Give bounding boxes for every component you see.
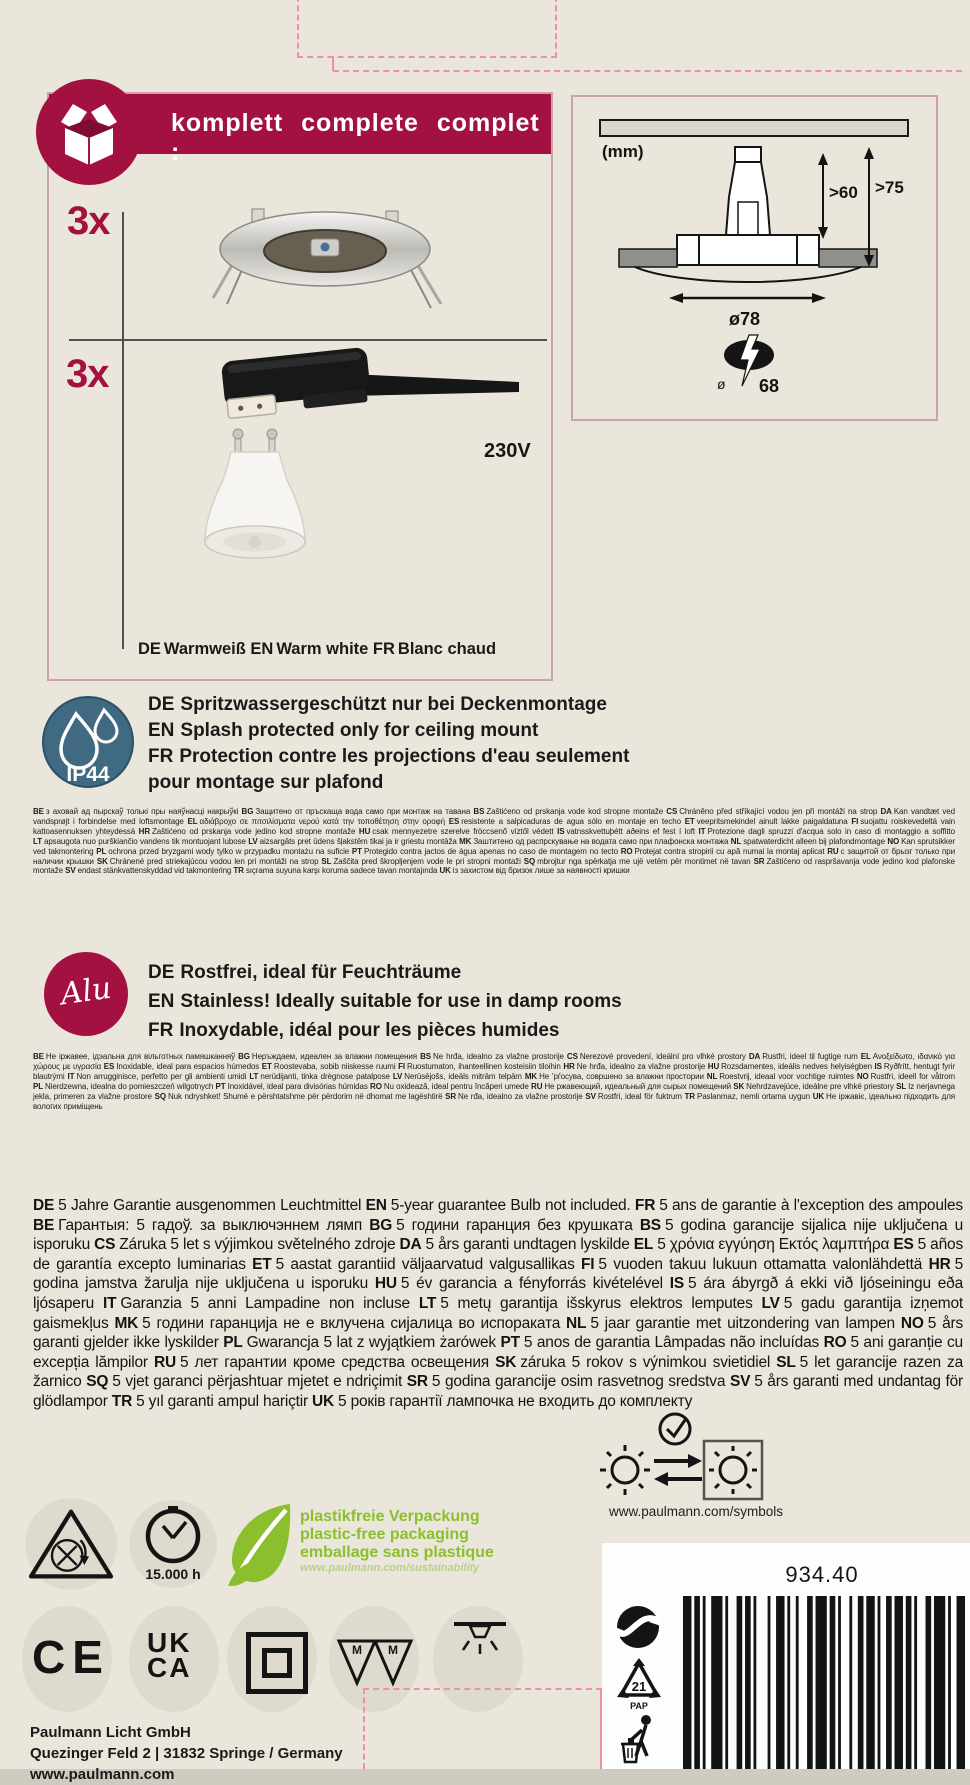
- ip44-badge: [40, 694, 136, 790]
- gu10-socket-image: [209, 344, 525, 430]
- recycling-pap-icon: [616, 1658, 662, 1712]
- carton-box-icon: [49, 92, 129, 172]
- depth-dim: >60: [829, 183, 858, 202]
- ukca-top: UK: [147, 1627, 192, 1658]
- company-name: Paulmann Licht GmbH: [30, 1724, 191, 1741]
- divider-horizontal: [69, 339, 547, 341]
- ce-mark: CE: [32, 1631, 110, 1683]
- barcode-panel: [602, 1543, 970, 1769]
- footer-address-block: [30, 1722, 510, 1785]
- mm-flammable-surface-icon: [336, 1638, 414, 1686]
- cutline-bottom-h: [363, 1688, 602, 1690]
- alu-line-fr: FR Inoxydable, idéal pour les pièces humides: [148, 1020, 560, 1041]
- no-insulation-cover-icon: [27, 1506, 115, 1584]
- cutline-top-box: [297, 0, 557, 58]
- eco-line-en: plastic-free packaging: [300, 1526, 469, 1543]
- ukca-mark: [147, 1627, 192, 1683]
- height-dim: >75: [875, 178, 904, 197]
- exchange-arrows-icon: [654, 1454, 702, 1486]
- komplett-panel: [47, 92, 553, 681]
- ip44-line-en: EN Splash protected only for ceiling mount: [148, 720, 539, 741]
- eco-text: [300, 1508, 560, 1574]
- alu-badge: [44, 952, 128, 1036]
- ukca-bottom: CA: [147, 1652, 192, 1683]
- symbols-url: www.paulmann.com/symbols: [608, 1504, 784, 1519]
- color-temperature-line: DE Warmweiß EN Warm white FR Blanc chaud: [138, 640, 497, 658]
- ip44-line-de: DE Spritzwassergeschützt nur bei Deckenmontage: [148, 694, 607, 715]
- replaceable-lamp-symbol: [598, 1408, 768, 1504]
- voltage-label: 230V: [484, 440, 531, 462]
- alu-text: [148, 958, 788, 1045]
- alu-line-en: EN Stainless! Ideally suitable for use in damp rooms: [148, 991, 622, 1012]
- company-web: www.paulmann.com: [30, 1766, 175, 1783]
- tidy-man-icon: [618, 1714, 662, 1764]
- leaf-icon: [226, 1500, 296, 1588]
- alu-label: Alu: [58, 970, 114, 1013]
- recycle-code: 21: [631, 1679, 647, 1694]
- cutline-top-line: [333, 70, 962, 72]
- ip44-multilang-block: BE з аховай ад пырскаў толькі пры наяўнасці накрыўкі BG Защитено от пръскаща вода само при монтаж на тавана BS Zaštićeno od prskanja vode kod stropne montaže CS Chráněno před stříkající vodou jen při montáži na strop DA Kan vandtæt ved vandsprøjt i forbindelse med loftsmontage EL αδιάβροχο σε πιτσιλίσματα νερού κατά την τοποθέτηση στην οροφή ES resistente a salpicaduras de agua sólo en montaje en techo ET veepritsmekindel ainult lakke paigaldatuna FI suojattu roiskevedeltä vain kattoasennuksen yhteydessä HR Zaštićeno od prskanja vode jedino kod stropne montaže HU csak mennyezetre szerelve fröccsenő víztől védett IS vatnsskvettuþétt aðeins ef fest í loft IT Protezione dagli spruzzi d'acqua solo in caso di montaggio a soffitto LT apsaugota nuo purškiančio vandens tik montuojant lubose LV aizsargāts pret ūdens šļakstēm tikai ja ir griestu montāža MK Заштитено од распрскување на водата само при плафонска монтажа NL spatwaterdicht alleen bij plafondmontage NO Kan sprutsikker ved takmontering PL ochrona przed bryzgami wody tylko w przypadku montażu na suficie PT Protegido contra jactos de água apenas no caso de montagem no tecto RO Protejat contra stropirii cu apă numai la montaj aplicat RU с защитой от брызг только при наличии крышки SK Chránené pred striekajúcou vodou len pri montáži na strop SL Zaščita pred škropljenjem vode le pri stropni montaži SQ mbrojtur nga spërkatja me ujë vetëm për montimet në tavan SR Zaštićeno od raspršavanja vode jedino kod plafonske montaže SV endast stänkvattenskyddad vid takmontering TR sıçrama suyuna karşı koruma sadece tavan montajında UK із захистом від бризок лише за наявності кришки: [33, 807, 956, 876]
- dimensions-panel: [571, 95, 938, 421]
- spot-ring-image: [195, 192, 457, 324]
- barcode: [683, 1596, 965, 1769]
- eco-line-de: plastikfreie Verpackung: [300, 1508, 480, 1525]
- recycle-material: PAP: [630, 1701, 648, 1711]
- ip44-text: [148, 692, 653, 796]
- green-dot-icon: [615, 1604, 661, 1650]
- svg-text:M: M: [388, 1643, 398, 1657]
- ceiling-luminaire-icon: [452, 1620, 508, 1672]
- guarantee-block: DE 5 Jahre Garantie ausgenommen Leuchtmittel EN 5-year guarantee Bulb not included. FR 5 ans de garantie à l'exception des ampoules BE Гарантыя: 5 гадоў. за выключэннем лямп BG 5 години гаранция без крушката BS 5 godina garancije sijalica nije uključena u isporuku CS Záruka 5 let s výjimkou světelného zdroje DA 5 års garanti undtagen lyskilde EL 5 χρόνια εγγύηση Εκτός λαμπτήρα ES 5 años de garantía excepto luminarias ET 5 aastat garantiid väljaarvatud valgusallikas FI 5 vuoden takuu lukuun ottamatta valonlähdettä HR 5 godina jamstva žarulja nije uključena u isporuku HU 5 év garancia a fényforrás kivételével IS 5 ára ábyrgð á ekki við ljóseiningu eða ljósaperu IT Garanzia 5 anni Lampadine non incluse LT 5 metų garantija išskyrus elektros lemputes LV 5 gadu garantija izņemot gaismekļus MK 5 години гаранција не е вклучена сијалица во испораката NL 5 jaar garantie met uitzondering van lampen NO 5 års garanti gjelder ikke lyskilder PL Gwarancja 5 lat z wyjątkiem żarówek PT 5 anos de garantia Lâmpadas não incluídas RO 5 ani garanție cu excepția lămpilor RU 5 лет гарантии кроме средства освещения SK záruka 5 rokov s výnimkou svietidiel SL 5 let garancije razen za žarnico SQ 5 vjet garanci përjashtuar mjetet e ndriçimit SR 5 godina garancije osim rasvetnog sredstva SV 5 års garanti med undantag för glödlampor TR 5 yıl garanti ampul hariçtir UK 5 років гарантії лампочка не входить до комплекту: [33, 1197, 964, 1410]
- product-number: 934.40: [785, 1562, 859, 1587]
- gu10-bulb-image: [199, 428, 311, 580]
- ip44-label: IP44: [66, 763, 110, 786]
- eco-url: www.paulmann.com/sustainability: [300, 1562, 480, 1574]
- ip44-line-fr: FR Protection contre les projections d'eau seulement pour montage sur plafond: [148, 746, 630, 793]
- sun-icon-right-framed: [704, 1441, 762, 1499]
- quantity-bulb: 3x: [66, 352, 109, 396]
- cutout-prefix: ø: [717, 376, 726, 392]
- dimensions-drawing: [573, 97, 932, 415]
- company-address: Quezinger Feld 2 | 31832 Springe / Germany: [30, 1745, 343, 1762]
- komplett-title: komplett complete complet :: [171, 109, 540, 166]
- lifetime-clock-icon: [142, 1505, 204, 1565]
- lifetime-hours: 15.000 h: [145, 1566, 201, 1582]
- svg-text:M: M: [352, 1643, 362, 1657]
- alu-multilang-block: BE Не іржавее, ідэальна для вільготных памяшканняў BG Неръждаем, идеален за влажни помещения BS Ne hrđa, idealno za vlažne prostorije CS Nerezové provedení, ideální pro vlhké prostory DA Rustfri, ideel til fugtige rum EL Ανοξείδωτο, ιδανικό για χώρους με υγρασία ES Inoxidable, ideal para espacios húmedos ET Roostevaba, sobib niiskesse ruumi FI Ruostumaton, ihanteellinen kosteisiin tiloihin HR Ne hrđa, idealno za vlažne prostorije HU Rozsdamentes, ideális nedves helyiségben IS Ryðfrítt, hentugt fyrir blautrými IT Non arrugginisce, perfetto per gli ambienti umidi LT nerūdijanti, tinka drėgnose patalpose LV Nerūsējošs, ideāls mitrām telpām MK Не 'рѓосува, совршено за влажни простории NL Roestvrij, ideaal voor vochtige ruimtes NO Rustfri, ideell for våtrom PL Nierdzewna, idealna do pomieszczeń wilgotnych PT Inoxidável, ideal para divisórias húmidas RO Nu oxidează, ideal pentru încăperi umede RU Не ржавеющий, идеальный для сырых помещений SK Nehrdzavejúce, ideálne pre vlhké priestory SL Iz nerjavnega jekla, primeren za vlažne prostore SQ Nuk ndryshket! Shumë e përshtatshme për përdorim në dhomat me lagështirë SR Ne rđa, idealno za vlažne prostorije SV Rostfri, ideal för fuktrum TR Paslanmaz, nemli ortama uygun UK Не іржавіє, ідеально підходить для вологих приміщень: [33, 1052, 956, 1111]
- cutline-panel-edge: [600, 1688, 602, 1769]
- divider-vertical: [122, 212, 124, 649]
- cutline-top-tick: [332, 56, 334, 71]
- diameter-dim: ø78: [729, 309, 761, 329]
- sun-icon-left: [600, 1445, 650, 1495]
- cutout-dim: 68: [759, 376, 780, 396]
- carton-badge: [36, 79, 142, 185]
- unit-label: (mm): [602, 142, 644, 161]
- eco-line-fr: emballage sans plastique: [300, 1544, 494, 1561]
- quantity-ring: 3x: [67, 199, 110, 243]
- alu-line-de: DE Rostfrei, ideal für Feuchträume: [148, 962, 462, 983]
- class2-insulation-icon: [246, 1632, 308, 1694]
